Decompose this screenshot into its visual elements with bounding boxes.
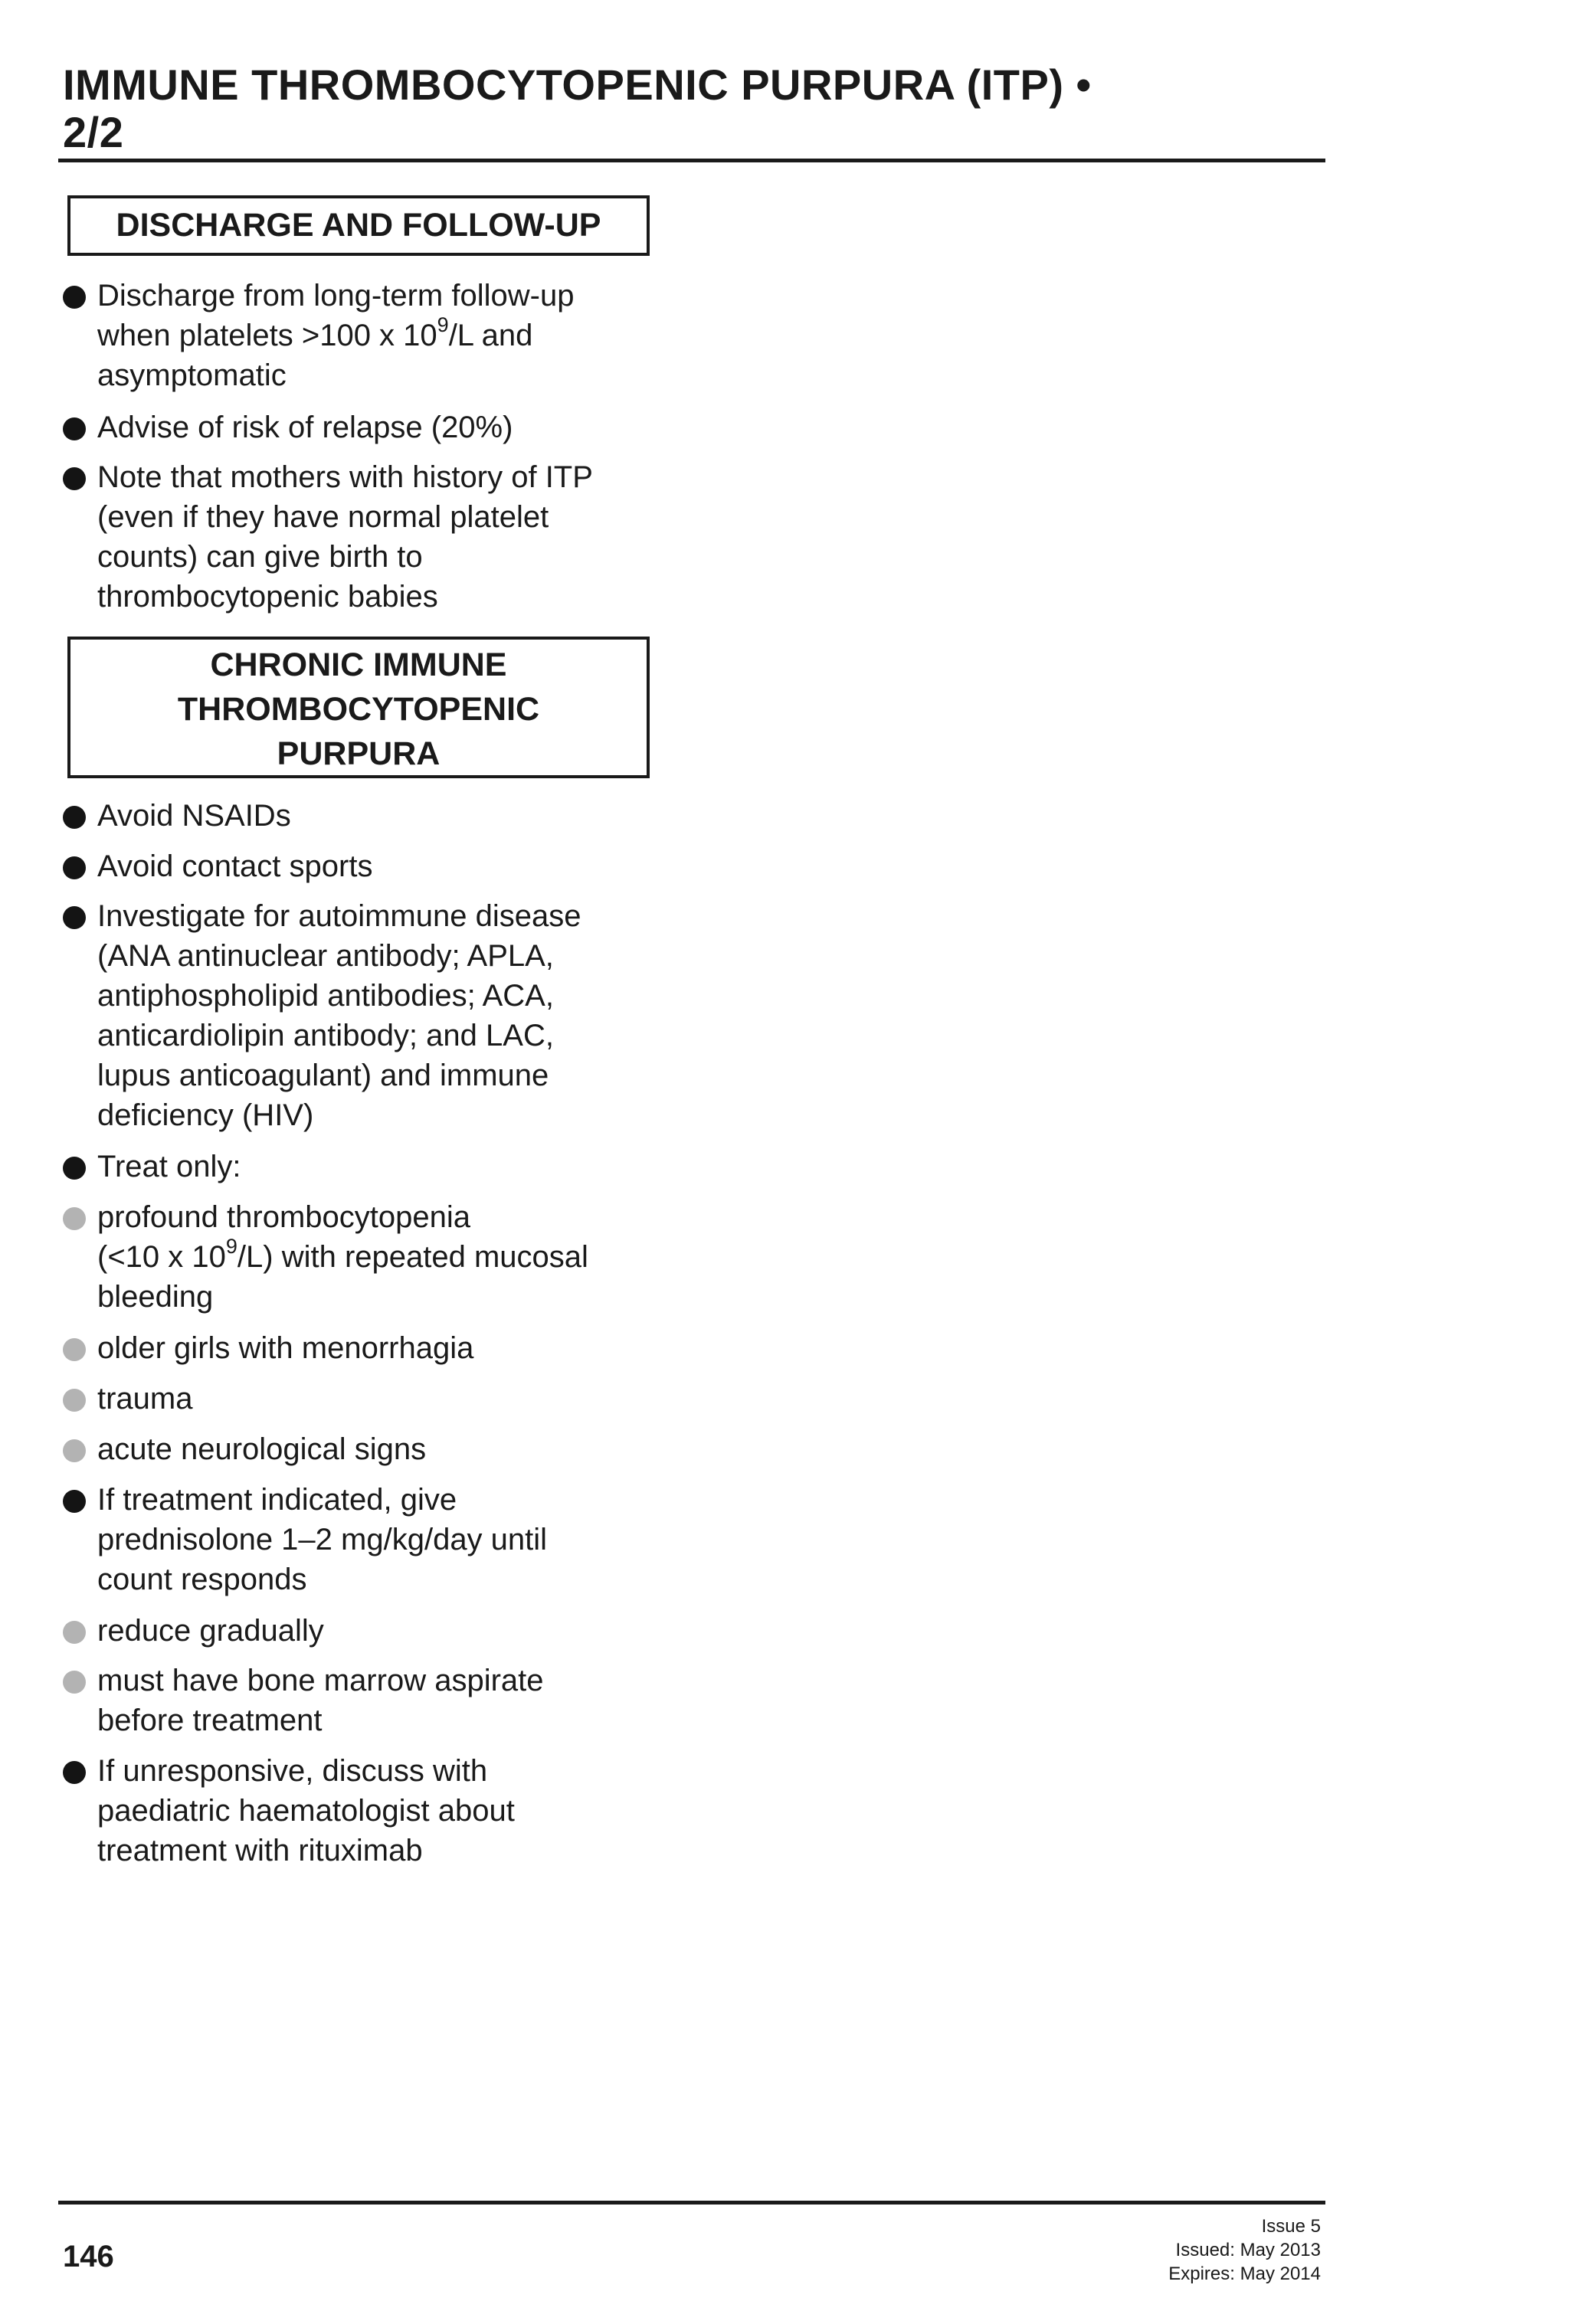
section-heading-text: DISCHARGE AND FOLLOW-UP [116, 207, 601, 244]
footer-divider [58, 2201, 1325, 2205]
section-heading-chronic: CHRONIC IMMUNE THROMBOCYTOPENIC PURPURA [67, 637, 650, 778]
page-number: 146 [63, 2240, 114, 2273]
bullet-icon [63, 1157, 86, 1180]
section-heading-discharge [67, 195, 650, 256]
expiry-date: Expires: May 2014 [1168, 2263, 1321, 2284]
bullet-icon [63, 906, 86, 929]
sub-bullet-icon [63, 1389, 86, 1412]
sub-bullet-icon [63, 1338, 86, 1361]
bullet-icon [63, 1761, 86, 1784]
bullet-icon [63, 1490, 86, 1513]
issued-date: Issued: May 2013 [1175, 2240, 1321, 2260]
sub-bullet-icon [63, 1439, 86, 1462]
sub-bullet-icon [63, 1671, 86, 1694]
sub-bullet-icon [63, 1207, 86, 1230]
sub-bullet-icon [63, 1621, 86, 1644]
page-title-line-2: 2/2 [63, 108, 124, 156]
bullet-icon [63, 467, 86, 490]
bullet-icon [63, 806, 86, 829]
issue-number: Issue 5 [1261, 2216, 1321, 2237]
bullet-icon [63, 286, 86, 309]
bullet-icon [63, 417, 86, 440]
bullet-icon [63, 856, 86, 879]
title-divider [58, 159, 1325, 162]
issue-info [1168, 2214, 1321, 2286]
page-title [63, 61, 1319, 156]
page-title-line-1: IMMUNE THROMBOCYTOPENIC PURPURA (ITP) • [63, 61, 1092, 109]
